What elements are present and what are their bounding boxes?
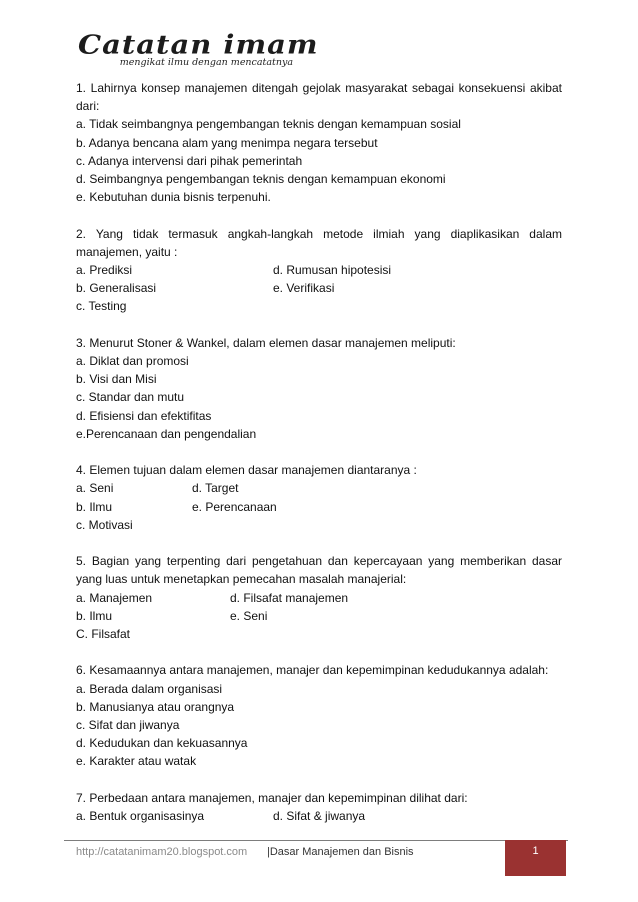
logo-subtitle: mengikat ilmu dengan mencatatnya: [119, 57, 293, 68]
option: a. Berada dalam organisasi: [76, 681, 223, 696]
question-stem: 6. Kesamaannya antara manajemen, manajer dan kepemimpinan kedudukannya adalah:: [76, 663, 549, 678]
option: a. Diklat dan promosi: [76, 354, 189, 369]
option: d. Rumusan hipotesisi: [273, 263, 392, 278]
question-1: [76, 79, 562, 206]
blog-logo: [78, 29, 319, 70]
page-footer: [76, 846, 414, 858]
question-stem: 7. Perbedaan antara manajemen, manajer dan kepemimpinan dilihat dari:: [76, 790, 468, 805]
option: b. Generalisasi: [76, 281, 157, 296]
option: c. Sifat dan jiwanya: [76, 718, 180, 733]
question-3: [76, 334, 562, 443]
option: e. Perencanaan: [192, 499, 277, 514]
option: d. Seimbangnya pengembangan teknis dengan kemampuan ekonomi: [76, 172, 446, 187]
question-stem: 5. Bagian yang terpenting dari pengetahuan dan kepercayaan yang memberikan dasar yang luas untuk menetapkan pemecahan masalah manajerial:: [76, 554, 562, 587]
option: d. Efisiensi dan efektifitas: [76, 408, 212, 423]
logo-title: Catatan imam: [78, 29, 319, 60]
question-stem: 1. Lahirnya konsep manajemen ditengah gejolak masyarakat sebagai konsekuensi akibat dari:: [76, 81, 562, 114]
option: b. Ilmu: [76, 499, 113, 514]
option: d. Target: [192, 481, 239, 496]
question-stem: 2. Yang tidak termasuk angkah-langkah metode ilmiah yang diaplikasikan dalam manajemen, yaitu :: [76, 226, 562, 259]
footer-divider: [64, 840, 568, 841]
option: a. Tidak seimbangnya pengembangan teknis dengan kemampuan sosial: [76, 117, 461, 132]
question-6: [76, 661, 562, 770]
option: c. Adanya intervensi dari pihak pemerintah: [76, 153, 303, 168]
option: d. Sifat & jiwanya: [273, 809, 366, 824]
option: a. Manajemen: [76, 590, 153, 605]
option: c. Motivasi: [76, 517, 133, 532]
question-2: [76, 225, 562, 316]
option: a. Seni: [76, 481, 114, 496]
option: a. Prediksi: [76, 263, 133, 278]
option: e. Verifikasi: [273, 281, 335, 296]
question-4: [76, 461, 562, 534]
option: b. Visi dan Misi: [76, 372, 157, 387]
question-stem: 4. Elemen tujuan dalam elemen dasar manajemen diantaranya :: [76, 463, 417, 478]
option: e. Kebutuhan dunia bisnis terpenuhi.: [76, 190, 271, 205]
option: b. Manusianya atau orangnya: [76, 699, 235, 714]
option: a. Bentuk organisasinya: [76, 809, 205, 824]
question-7: [76, 789, 562, 825]
option: e. Karakter atau watak: [76, 754, 197, 769]
option: C. Filsafat: [76, 627, 131, 642]
option: b. Ilmu: [76, 608, 113, 623]
footer-url-link[interactable]: http://catatanimam20.blogspot.com: [76, 846, 248, 858]
option: c. Standar dan mutu: [76, 390, 185, 405]
option: e.Perencanaan dan pengendalian: [76, 426, 257, 441]
option: b. Adanya bencana alam yang menimpa negara tersebut: [76, 135, 378, 150]
question-list: [76, 79, 562, 843]
option: d. Kedudukan dan kekuasannya: [76, 736, 248, 751]
question-5: [76, 552, 562, 643]
page-number: 1: [505, 840, 566, 876]
option: c. Testing: [76, 299, 127, 314]
option: d. Filsafat manajemen: [230, 590, 349, 605]
footer-document-title: |Dasar Manajemen dan Bisnis: [267, 846, 414, 858]
question-stem: 3. Menurut Stoner & Wankel, dalam elemen dasar manajemen meliputi:: [76, 335, 456, 350]
option: e. Seni: [230, 608, 268, 623]
